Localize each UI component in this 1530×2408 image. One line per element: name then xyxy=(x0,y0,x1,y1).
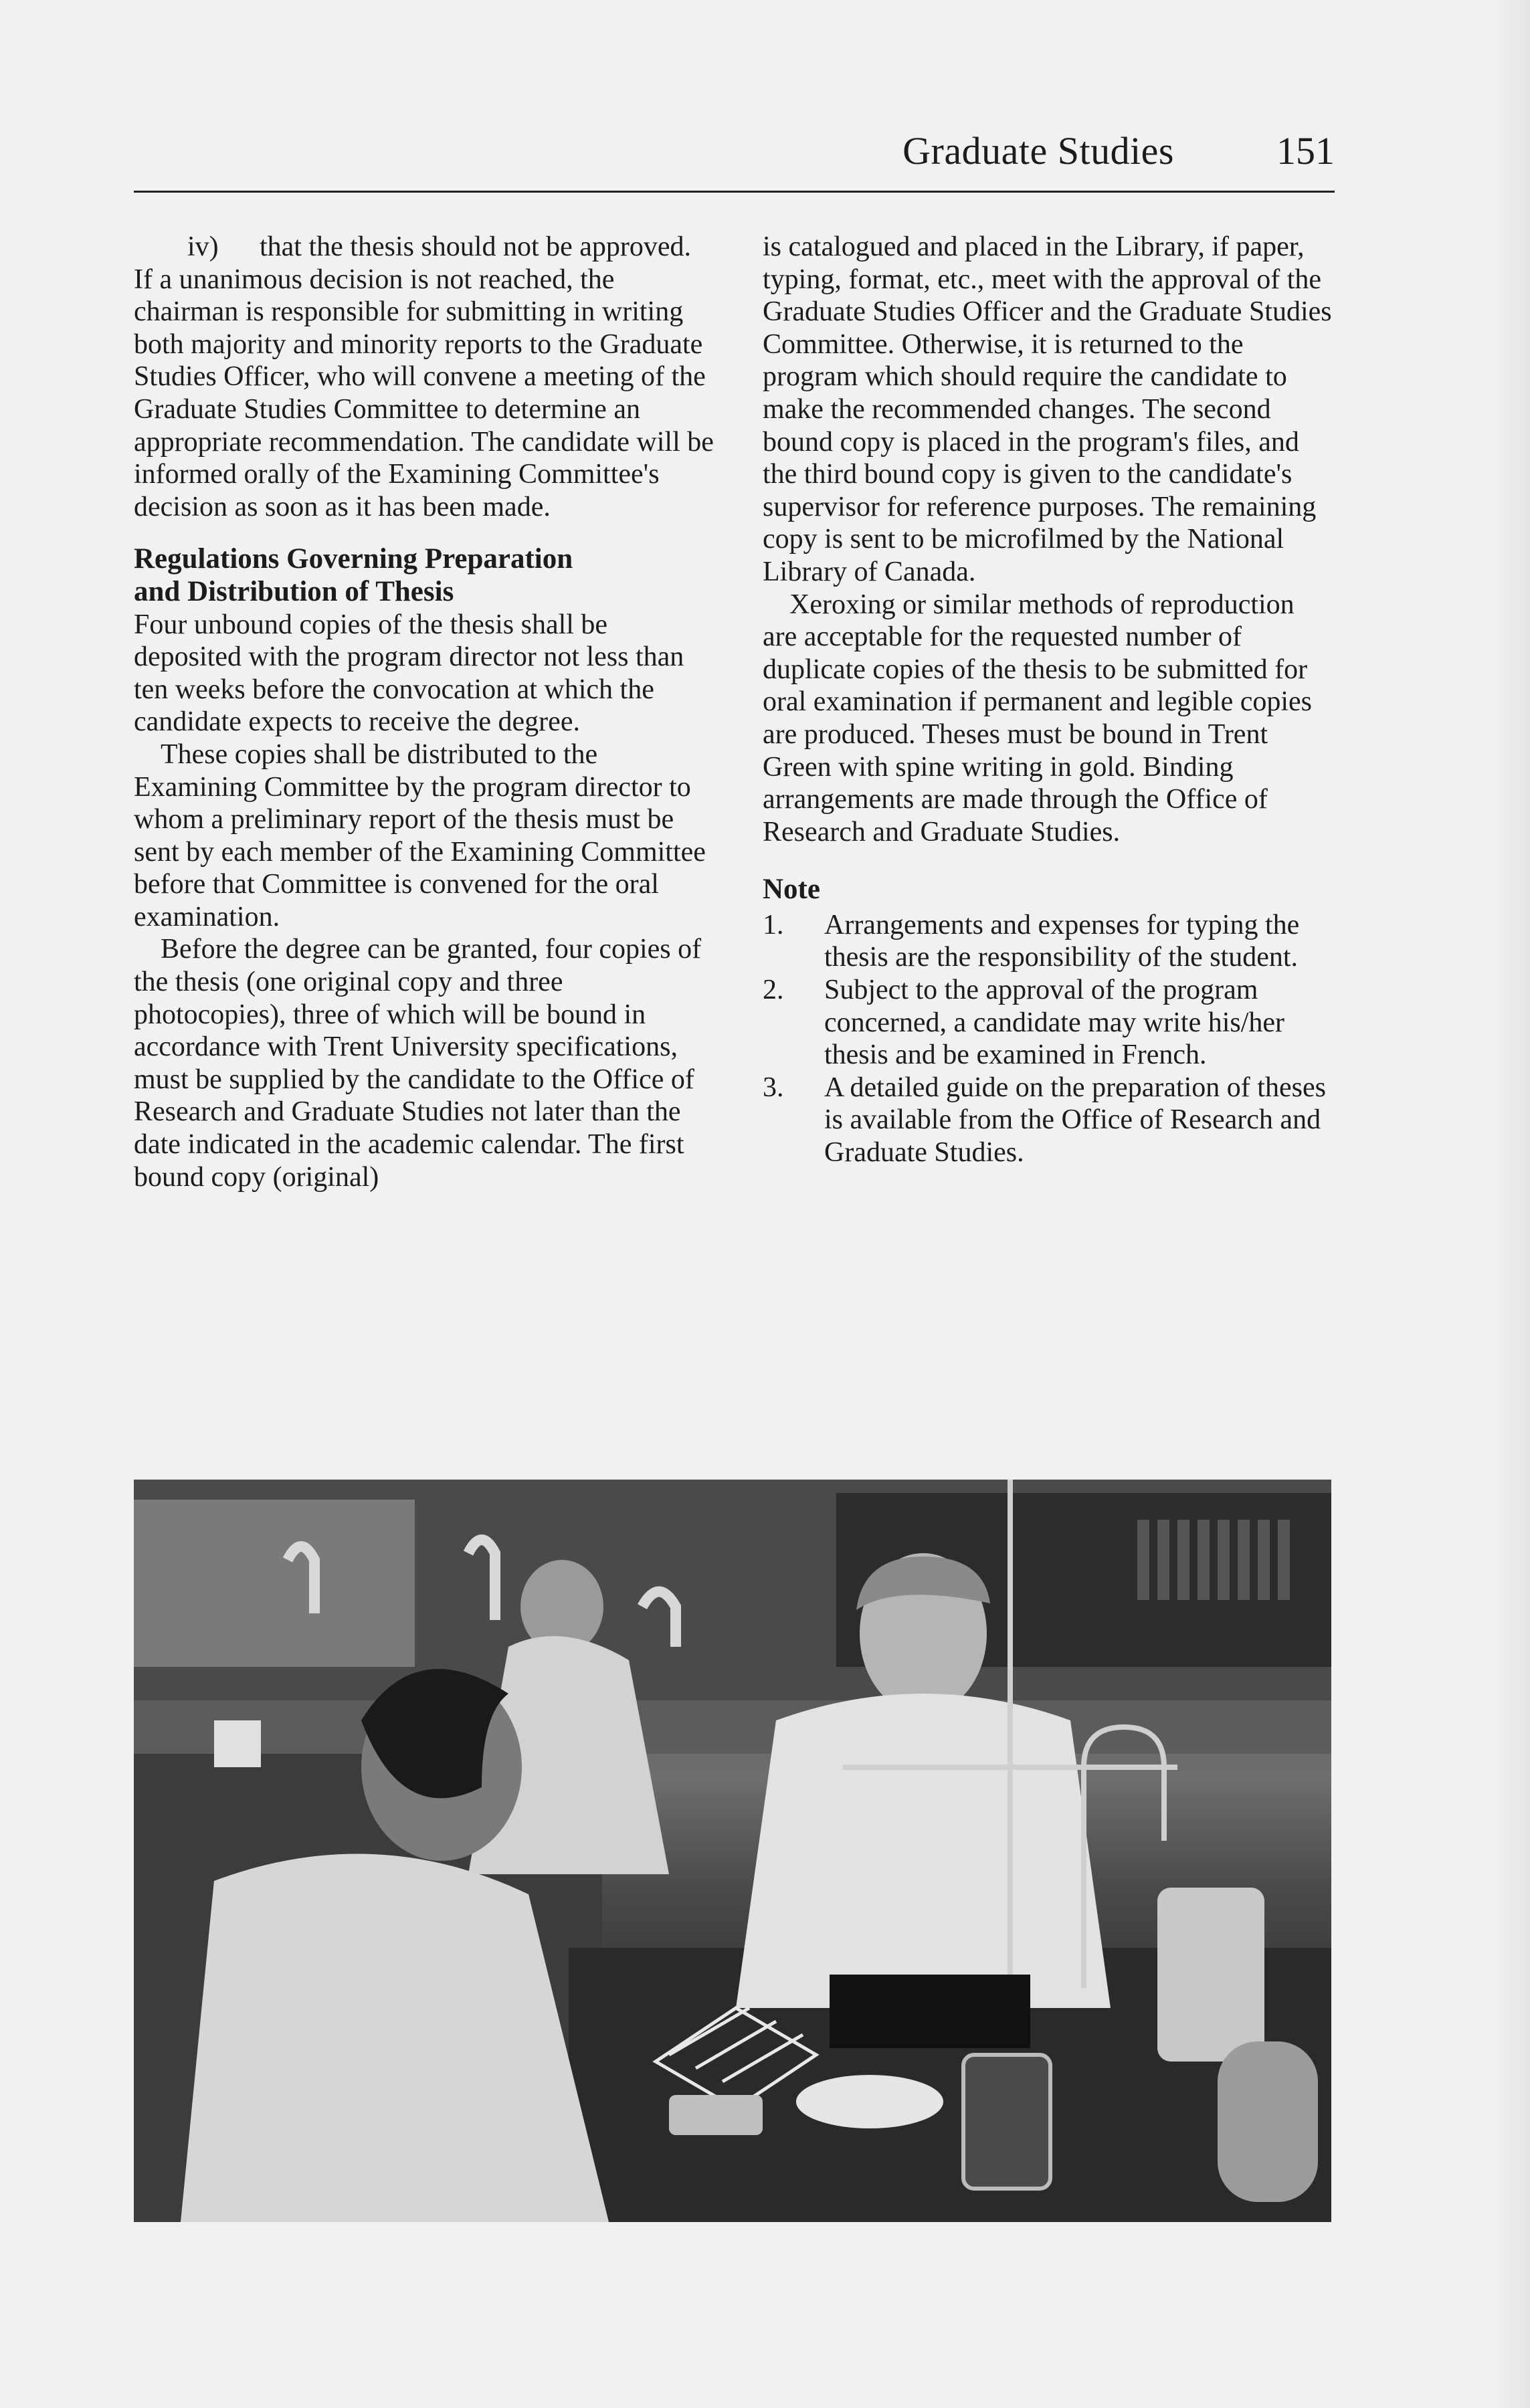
reagent-jar xyxy=(963,2055,1050,2189)
man-lab-coat xyxy=(736,1694,1111,2008)
list-item-text: that the thesis should not be approved. xyxy=(260,231,692,262)
note-text: Subject to the approval of the program concerned, a candidate may write his/her thesis and be examined in French. xyxy=(824,975,1285,1071)
list-item xyxy=(763,974,1335,1072)
photo-illustration xyxy=(134,1480,1331,2222)
left-column xyxy=(134,231,716,1193)
note-text: A detailed guide on the preparation of theses is available from the Office of Research and Graduate Studies. xyxy=(824,1072,1326,1169)
running-header xyxy=(134,120,1335,193)
reagent-bottle-large xyxy=(1157,1888,1264,2062)
paragraph-bound-copies: Before the degree can be granted, four copies of the thesis (one original copy and three photocopies), three of which will be bound in accordance with Trent University specifications, must be supplied by the candidate to the Office of Research and Graduate Studies not later than the date indicated in the academic calendar. The first bound copy (original) xyxy=(134,934,702,1193)
notes-list xyxy=(763,909,1335,1169)
paragraph-xeroxing: Xeroxing or similar methods of reproduction are acceptable for the requested number of duplicate copies of the thesis to be submitted for oral examination if permanent and legible copies are produced. Theses must be bound in Trent Green with spine writing in gold. Binding arrangements are made through the Office of Research and Graduate Studies. xyxy=(763,589,1313,847)
note-number: 2. xyxy=(763,975,784,1006)
page-edge-shadow xyxy=(1490,0,1530,2408)
laboratory-photo xyxy=(134,1480,1331,2222)
section-title: Graduate Studies xyxy=(902,129,1174,173)
note-number: 3. xyxy=(763,1072,784,1103)
paragraph-distribution: These copies shall be distributed to the Examining Committee by the program director to whom a preliminary report of the thesis must be sent by each member of the Examining Committee before that Committee is convened for the oral examination. xyxy=(134,738,706,932)
list-item-iv xyxy=(134,231,716,264)
petri-dish xyxy=(796,2075,943,2128)
lab-sink xyxy=(830,1975,1030,2048)
section-heading xyxy=(134,543,716,608)
flask xyxy=(1218,2041,1318,2202)
paragraph-unanimous-decision: If a unanimous decision is not reached, the chairman is responsible for submitting in writing both majority and minority reports to the Graduate Studies Officer, who will convene a meeting of the Graduate Studies Committee to determine an appropriate recommendation. The candidate will be informed orally of the Examining Committee's decision as soon as it has been made. xyxy=(134,264,714,522)
back-shelf-left xyxy=(134,1500,415,1667)
list-item xyxy=(763,909,1335,974)
paragraph-unbound-copies: Four unbound copies of the thesis shall be deposited with the program director not less than ten weeks before the convocation at which the candidate expects to receive the degree. xyxy=(134,609,684,738)
note-heading: Note xyxy=(763,874,820,906)
electrical-outlet xyxy=(214,1720,261,1767)
hot-plate xyxy=(669,2095,763,2135)
list-item xyxy=(763,1072,1335,1169)
bench-top-back xyxy=(134,1700,1331,1754)
paragraph-catalogued: is catalogued and placed in the Library, if paper, typing, format, etc., meet with the approval of the Graduate Studies Officer and the Graduate Studies Committee. Otherwise, it is returned to the program which should require the candidate to make the recommended changes. The second bound copy is placed in the program's files, and the third bound copy is given to the candidate's supervisor for reference purposes. The remaining copy is sent to be microfilmed by the National Library of Canada. xyxy=(763,231,1332,587)
note-text: Arrangements and expenses for typing the thesis are the responsibility of the student. xyxy=(824,909,1300,973)
heading-line: Regulations Governing Preparation xyxy=(134,543,573,575)
list-item-number: iv) xyxy=(187,231,219,262)
note-number: 1. xyxy=(763,909,784,940)
right-column xyxy=(763,231,1335,1169)
heading-line: and Distribution of Thesis xyxy=(134,575,454,607)
page-number: 151 xyxy=(1276,129,1335,173)
